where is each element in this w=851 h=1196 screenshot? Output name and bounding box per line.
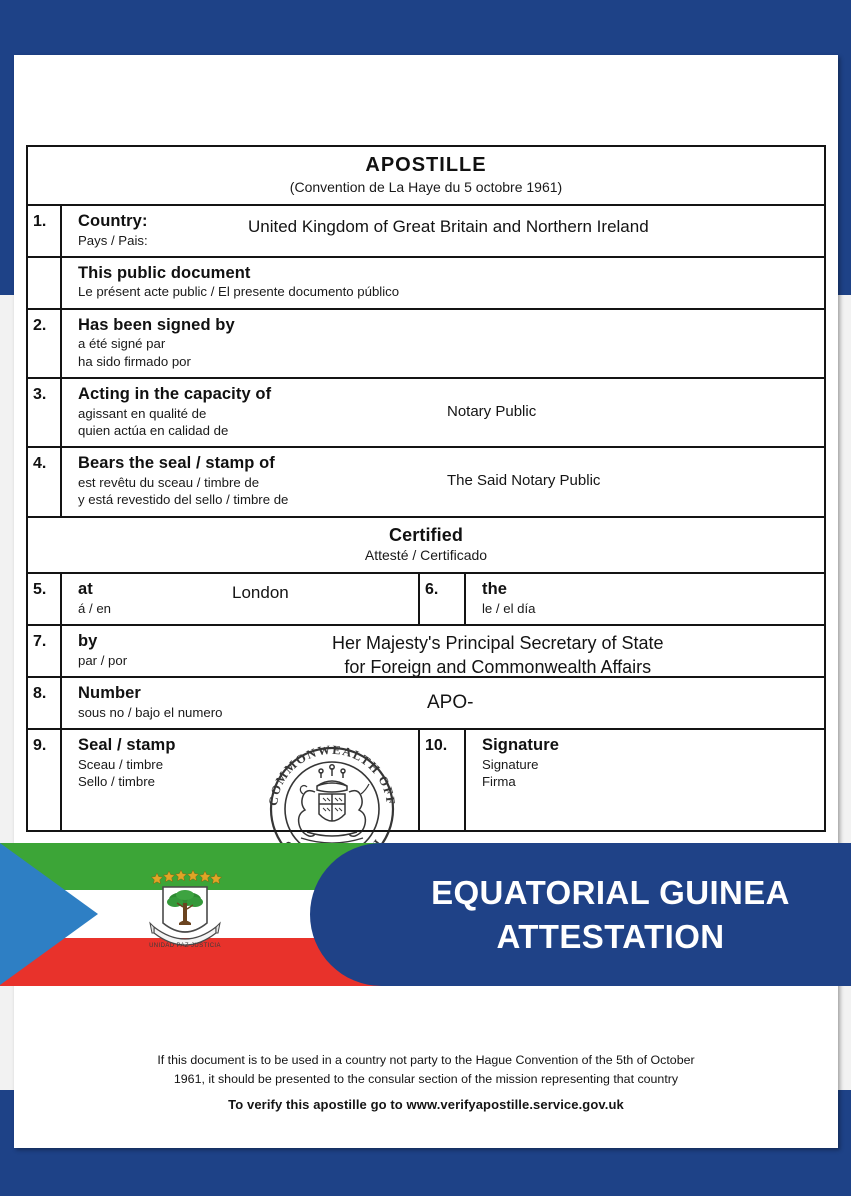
- table-row: [28, 206, 824, 258]
- row-title: at: [78, 580, 93, 599]
- row-title: This public document: [78, 263, 251, 282]
- row-body: [62, 626, 824, 676]
- row-title: Bears the seal / stamp of: [78, 454, 275, 473]
- row-number: 8.: [28, 678, 62, 728]
- table-row: [28, 448, 824, 517]
- footnote-line-2: 1961, it should be presented to the consular section of the mission representing that country: [173, 1071, 679, 1086]
- row-body: [62, 730, 418, 830]
- banner-title-line-1: EQUATORIAL GUINEA: [431, 873, 790, 911]
- row-subtitle: Sello / timbre: [78, 774, 155, 790]
- row-number: 6.: [420, 574, 466, 624]
- row-number: 9.: [28, 730, 62, 830]
- banner-title-line-2: ATTESTATION: [496, 917, 725, 955]
- table-row: [28, 258, 824, 310]
- row-subtitle: le / el día: [482, 600, 536, 616]
- certified-row: [28, 518, 824, 575]
- row-subtitle: Firma: [482, 774, 516, 790]
- country-banner: [0, 843, 851, 986]
- row-title: the: [482, 580, 508, 599]
- row-body: [62, 678, 824, 728]
- row-number: 1.: [28, 206, 62, 256]
- authority-value: [332, 631, 664, 679]
- row-subtitle: á / en: [78, 600, 111, 616]
- row-body: [62, 310, 824, 377]
- certified-subtitle: Attesté / Certificado: [364, 547, 488, 564]
- row-subtitle: quien actúa en calidad de: [78, 423, 229, 439]
- table-row: [28, 626, 824, 678]
- row-title: Acting in the capacity of: [78, 385, 272, 404]
- row-number: 10.: [420, 730, 466, 830]
- row-subtitle: Pays / Pais:: [78, 232, 148, 248]
- row-subtitle: Sceau / timbre: [78, 756, 164, 772]
- row-number: [28, 258, 62, 308]
- row-subtitle: est revêtu du sceau / timbre de: [78, 474, 260, 490]
- authority-line-2: for Foreign and Commonwealth Affairs: [344, 657, 652, 678]
- svg-text:UNIDAD PAZ JUSTICIA: UNIDAD PAZ JUSTICIA: [149, 943, 221, 949]
- country-value: United Kingdom of Great Britain and Northern Ireland: [248, 217, 649, 237]
- footnote: [14, 1051, 838, 1112]
- certified-title: Certified: [389, 524, 463, 545]
- row-number: 5.: [28, 574, 62, 624]
- apostille-header-row: [28, 147, 824, 206]
- row-number: 3.: [28, 379, 62, 446]
- row-number: 7.: [28, 626, 62, 676]
- row-subtitle: sous no / bajo el numero: [78, 704, 223, 720]
- apostille-number-value: APO-: [427, 692, 474, 714]
- row-subtitle: Signature: [482, 756, 539, 772]
- capacity-value: Notary Public: [447, 403, 537, 421]
- row-body: [62, 206, 824, 256]
- row-subtitle: a été signé par: [78, 336, 166, 352]
- seal-holder-value: The Said Notary Public: [447, 472, 601, 490]
- authority-line-1: Her Majesty's Principal Secretary of State: [332, 633, 664, 654]
- row-title: Seal / stamp: [78, 736, 176, 755]
- row-body: [62, 448, 824, 515]
- certified-block: [28, 518, 824, 573]
- equatorial-guinea-coat-of-arms-icon: [148, 865, 222, 965]
- row-body: [466, 730, 824, 830]
- row-subtitle: ha sido firmado por: [78, 353, 191, 369]
- row-title: Number: [78, 684, 141, 703]
- apostille-certificate: [26, 145, 826, 832]
- row-title: Has been signed by: [78, 315, 235, 334]
- footnote-line-1: If this document is to be used in a country not party to the Hague Convention of the 5th of October: [157, 1053, 695, 1067]
- flag-blue-triangle: [0, 843, 98, 985]
- table-row-split: [28, 574, 824, 626]
- row-subtitle: Le présent acte public / El presente documento público: [78, 284, 400, 300]
- svg-text:COMMONWEALTH OFF: COMMONWEALTH OFF: [265, 742, 399, 807]
- table-row: [28, 379, 824, 448]
- apostille-title: APOSTILLE: [365, 154, 487, 176]
- row-body: [62, 379, 824, 446]
- row-title: by: [78, 632, 98, 651]
- row-body: [466, 574, 824, 624]
- banner-pill: [310, 843, 851, 986]
- row-10-signature: [420, 730, 824, 830]
- table-row-split: [28, 730, 824, 830]
- table-row: [28, 678, 824, 730]
- footnote-verify-line: To verify this apostille go to www.verifyapostille.service.gov.uk: [228, 1097, 624, 1113]
- row-6-date: [420, 574, 824, 624]
- row-number: 4.: [28, 448, 62, 515]
- row-subtitle: agissant en qualité de: [78, 405, 207, 421]
- apostille-convention: (Convention de La Haye du 5 octobre 1961): [289, 178, 563, 195]
- place-value: London: [232, 583, 289, 603]
- banner-title: [370, 843, 851, 986]
- row-5-at: [28, 574, 420, 624]
- row-subtitle: par / por: [78, 652, 128, 668]
- row-body: [62, 258, 824, 308]
- row-subtitle: y está revestido del sello / timbre de: [78, 492, 289, 508]
- table-row: [28, 310, 824, 379]
- apostille-header: [28, 147, 824, 204]
- row-number: 2.: [28, 310, 62, 377]
- row-9-seal: [28, 730, 420, 830]
- row-title: Signature: [482, 736, 559, 755]
- row-title: Country:: [78, 212, 148, 231]
- row-body: [62, 574, 418, 624]
